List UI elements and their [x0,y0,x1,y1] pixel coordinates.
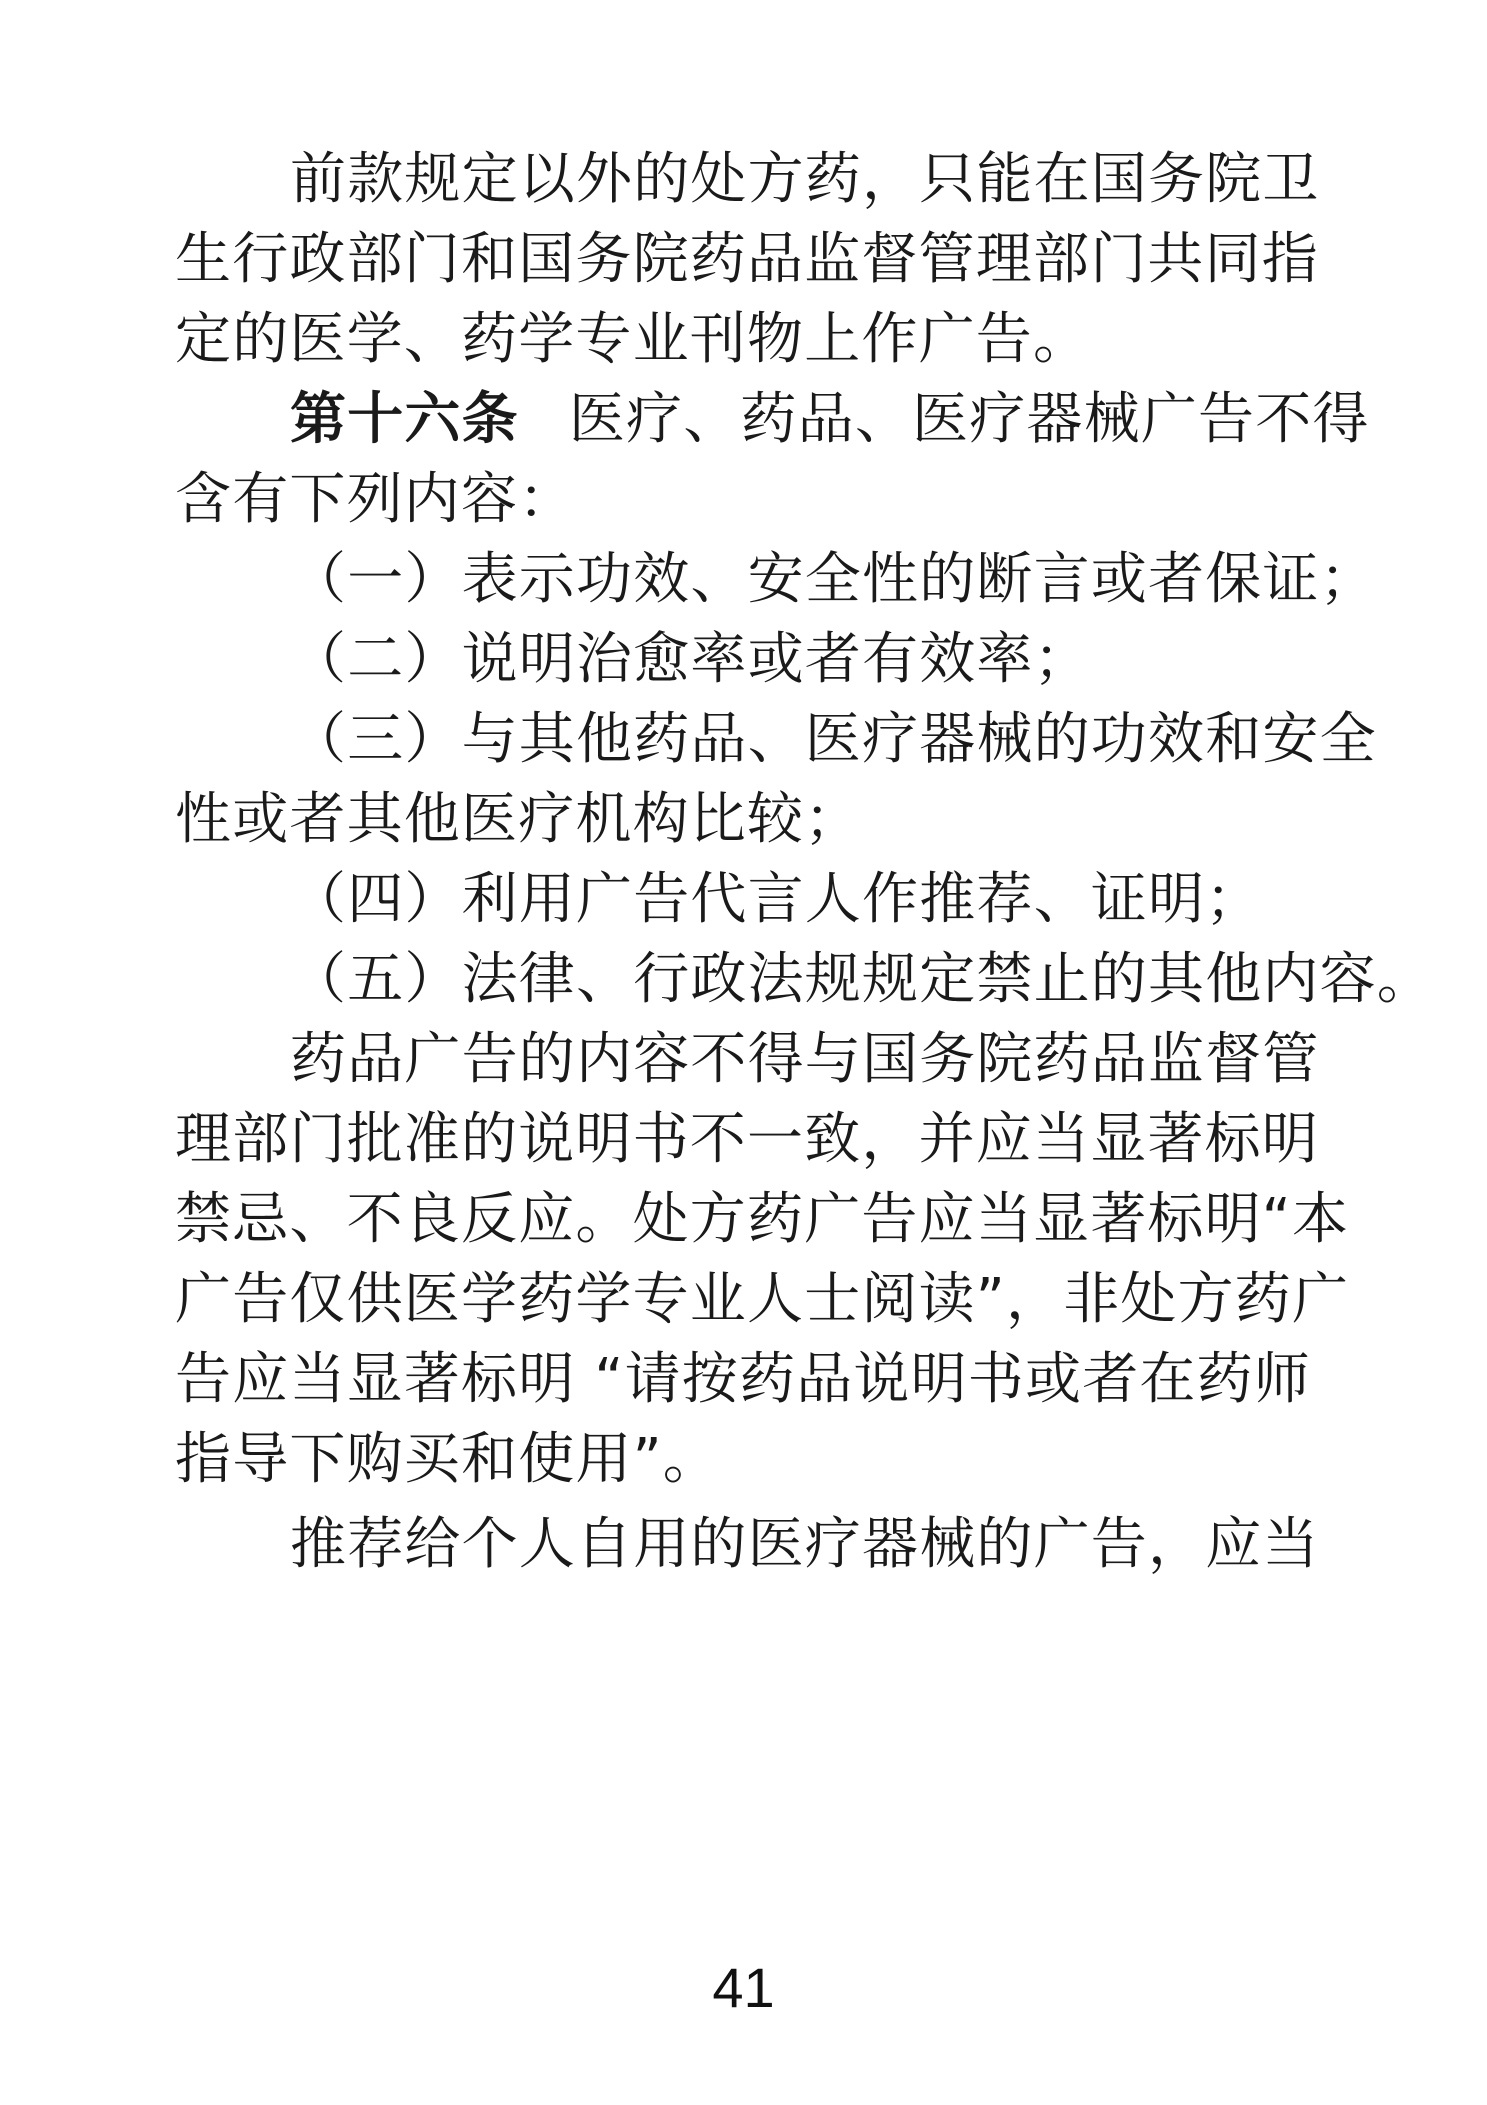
item-2: （二）说明治愈率或者有效率； [290,627,1091,692]
paragraph-2-line-6: 指导下购买和使用”。 [175,1427,721,1492]
paragraph-2-line-1: 药品广告的内容不得与国务院药品监督管 [290,1027,1320,1092]
article-16-line-2: 含有下列内容： [175,467,576,532]
page-number: 41 [712,1956,775,2019]
item-5: （五）法律、行政法规规定禁止的其他内容。 [290,947,1434,1012]
paragraph-1-line-1: 前款规定以外的处方药，只能在国务院卫 [290,147,1320,212]
paragraph-2-line-4: 广告仅供医学药学专业人士阅读”，非处方药广 [175,1267,1350,1332]
item-4: （四）利用广告代言人作推荐、证明； [290,867,1263,932]
article-16-heading: 第十六条 [290,387,519,452]
item-3-line-2: 性或者其他医疗机构比较； [175,787,862,852]
paragraph-2-line-5: 告应当显著标明 “请按药品说明书或者在药师 [175,1347,1312,1412]
paragraph-2-line-2: 理部门批准的说明书不一致，并应当显著标明 [175,1107,1319,1172]
item-3-line-1: （三）与其他药品、医疗器械的功效和安全 [290,707,1377,772]
paragraph-2-line-3: 禁忌、不良反应。处方药广告应当显著标明“本 [175,1187,1350,1252]
article-16-text: 医疗、药品、医疗器械广告不得 [568,387,1370,452]
paragraph-1-line-3: 定的医学、药学专业刊物上作广告。 [175,307,1091,372]
item-1: （一）表示功效、安全性的断言或者保证； [290,547,1377,612]
paragraph-1-line-2: 生行政部门和国务院药品监督管理部门共同指 [175,227,1319,292]
paragraph-3-line-1: 推荐给个人自用的医疗器械的广告，应当 [290,1512,1320,1577]
